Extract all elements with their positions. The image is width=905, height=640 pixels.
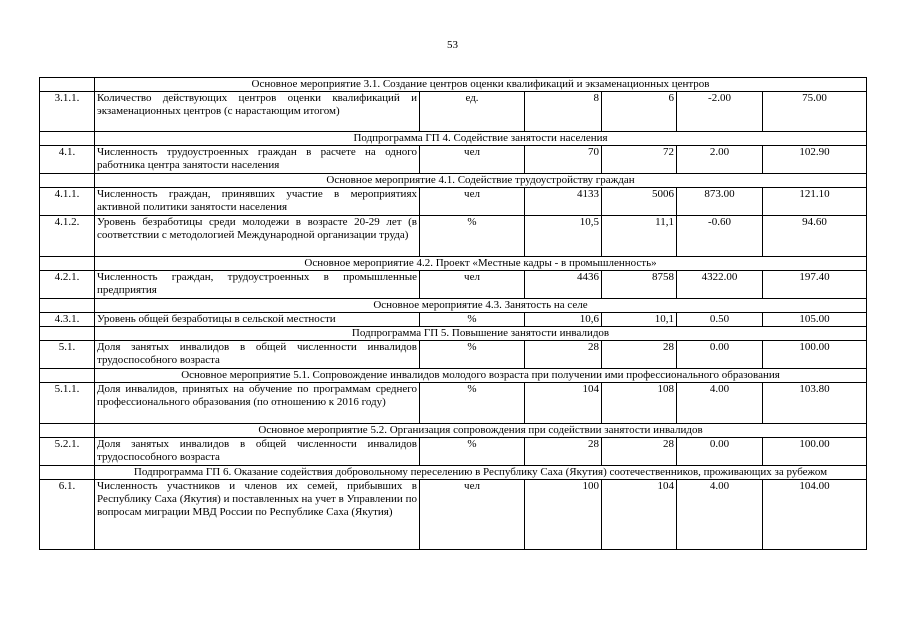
num-cell xyxy=(40,174,95,188)
percent-value: 103.80 xyxy=(763,383,867,424)
row-number: 4.1.1. xyxy=(40,188,95,216)
fact-value: 28 xyxy=(602,438,677,466)
section-title: Основное мероприятие 4.1. Содействие трудоустройству граждан xyxy=(95,174,867,188)
num-cell xyxy=(40,424,95,438)
row-number: 5.1.1. xyxy=(40,383,95,424)
fact-value: 6 xyxy=(602,92,677,132)
deviation-value: 4.00 xyxy=(677,383,763,424)
fact-value: 11,1 xyxy=(602,216,677,257)
deviation-value: 873.00 xyxy=(677,188,763,216)
indicator-name: Численность граждан, принявших участие в мероприятиях активной политики занятости населения xyxy=(95,188,420,216)
unit-cell: чел xyxy=(420,188,525,216)
row-number: 4.1. xyxy=(40,146,95,174)
section-title: Основное мероприятие 5.2. Организация сопровождения при содействии занятости инвалидов xyxy=(95,424,867,438)
deviation-value: 0.00 xyxy=(677,438,763,466)
percent-value: 104.00 xyxy=(763,480,867,550)
plan-value: 10,5 xyxy=(525,216,602,257)
percent-value: 121.10 xyxy=(763,188,867,216)
plan-value: 10,6 xyxy=(525,313,602,327)
section-row xyxy=(40,257,867,271)
row-number: 5.1. xyxy=(40,341,95,369)
fact-value: 10,1 xyxy=(602,313,677,327)
fact-value: 5006 xyxy=(602,188,677,216)
fact-value: 108 xyxy=(602,383,677,424)
section-row xyxy=(40,132,867,146)
section-title: Основное мероприятие 4.2. Проект «Местные кадры - в промышленность» xyxy=(95,257,867,271)
percent-value: 100.00 xyxy=(763,341,867,369)
deviation-value: 0.00 xyxy=(677,341,763,369)
indicator-name: Численность участников и членов их семей, прибывших в Республику Саха (Якутия) и поставленных на учет в Управлении по вопросам миграции МВД России по Республике Саха (Якутия) xyxy=(95,480,420,550)
percent-value: 102.90 xyxy=(763,146,867,174)
section-title: Основное мероприятие 5.1. Сопровождение инвалидов молодого возраста при получении ими профессионального образования xyxy=(95,369,867,383)
section-row xyxy=(40,299,867,313)
indicator-name: Доля инвалидов, принятых на обучение по программам среднего профессионального образования (по отношению к 2016 году) xyxy=(95,383,420,424)
unit-cell: чел xyxy=(420,271,525,299)
percent-value: 197.40 xyxy=(763,271,867,299)
row-number: 4.3.1. xyxy=(40,313,95,327)
deviation-value: 0.50 xyxy=(677,313,763,327)
section-row xyxy=(40,174,867,188)
num-cell xyxy=(40,466,95,480)
row-number: 4.1.2. xyxy=(40,216,95,257)
indicator-name: Численность трудоустроенных граждан в расчете на одного работника центра занятости населения xyxy=(95,146,420,174)
table-row xyxy=(40,383,867,424)
plan-value: 4133 xyxy=(525,188,602,216)
plan-value: 70 xyxy=(525,146,602,174)
fact-value: 104 xyxy=(602,480,677,550)
unit-cell: чел xyxy=(420,480,525,550)
num-cell xyxy=(40,299,95,313)
num-cell xyxy=(40,369,95,383)
table-row xyxy=(40,146,867,174)
row-number: 6.1. xyxy=(40,480,95,550)
row-number: 4.2.1. xyxy=(40,271,95,299)
row-number: 3.1.1. xyxy=(40,92,95,132)
indicator-name: Численность граждан, трудоустроенных в промышленные предприятия xyxy=(95,271,420,299)
percent-value: 105.00 xyxy=(763,313,867,327)
deviation-value: -0.60 xyxy=(677,216,763,257)
table-row xyxy=(40,341,867,369)
table-row xyxy=(40,92,867,132)
section-row xyxy=(40,424,867,438)
indicator-name: Доля занятых инвалидов в общей численности инвалидов трудоспособного возраста xyxy=(95,438,420,466)
section-row xyxy=(40,466,867,480)
table-row xyxy=(40,271,867,299)
percent-value: 100.00 xyxy=(763,438,867,466)
plan-value: 4436 xyxy=(525,271,602,299)
plan-value: 8 xyxy=(525,92,602,132)
table-row xyxy=(40,313,867,327)
indicator-name: Уровень безработицы среди молодежи в возрасте 20-29 лет (в соответствии с методологией Международной организации труда) xyxy=(95,216,420,257)
deviation-value: -2.00 xyxy=(677,92,763,132)
unit-cell: % xyxy=(420,313,525,327)
fact-value: 28 xyxy=(602,341,677,369)
percent-value: 75.00 xyxy=(763,92,867,132)
row-number: 5.2.1. xyxy=(40,438,95,466)
num-cell xyxy=(40,327,95,341)
section-title: Подпрограмма ГП 5. Повышение занятости инвалидов xyxy=(95,327,867,341)
percent-value: 94.60 xyxy=(763,216,867,257)
page-number: 53 xyxy=(447,39,458,51)
plan-value: 28 xyxy=(525,438,602,466)
table-row xyxy=(40,188,867,216)
table-row xyxy=(40,438,867,466)
section-row xyxy=(40,327,867,341)
indicator-name: Доля занятых инвалидов в общей численности инвалидов трудоспособного возраста xyxy=(95,341,420,369)
unit-cell: чел xyxy=(420,146,525,174)
unit-cell: % xyxy=(420,341,525,369)
section-row xyxy=(40,369,867,383)
deviation-value: 4322.00 xyxy=(677,271,763,299)
indicator-name: Уровень общей безработицы в сельской местности xyxy=(95,313,420,327)
table-row xyxy=(40,480,867,550)
section-title: Основное мероприятие 3.1. Создание центров оценки квалификаций и экзаменационных центров xyxy=(95,78,867,92)
section-title: Основное мероприятие 4.3. Занятость на селе xyxy=(95,299,867,313)
plan-value: 104 xyxy=(525,383,602,424)
deviation-value: 4.00 xyxy=(677,480,763,550)
indicator-name: Количество действующих центров оценки квалификаций и экзаменационных центров (с нарастающим итогом) xyxy=(95,92,420,132)
section-row xyxy=(40,78,867,92)
plan-value: 100 xyxy=(525,480,602,550)
plan-value: 28 xyxy=(525,341,602,369)
section-title: Подпрограмма ГП 6. Оказание содействия добровольному переселению в Республику Саха (Якутия) соотечественников, проживающих за рубежом xyxy=(95,466,867,480)
unit-cell: % xyxy=(420,216,525,257)
num-cell xyxy=(40,257,95,271)
unit-cell: ед. xyxy=(420,92,525,132)
deviation-value: 2.00 xyxy=(677,146,763,174)
fact-value: 8758 xyxy=(602,271,677,299)
unit-cell: % xyxy=(420,438,525,466)
num-cell xyxy=(40,132,95,146)
table-row xyxy=(40,216,867,257)
fact-value: 72 xyxy=(602,146,677,174)
section-title: Подпрограмма ГП 4. Содействие занятости населения xyxy=(95,132,867,146)
indicators-table xyxy=(39,77,867,550)
unit-cell: % xyxy=(420,383,525,424)
num-cell xyxy=(40,78,95,92)
